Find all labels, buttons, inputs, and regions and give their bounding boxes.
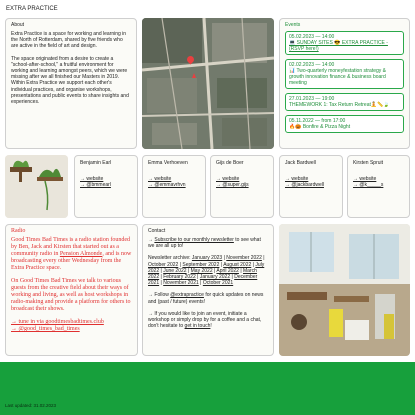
person-website-link[interactable]: → website	[148, 176, 172, 182]
person-name: Kirsten Spruit	[353, 160, 384, 166]
event-date: 05.11.2022 — from 17:00	[289, 118, 346, 124]
events-card	[279, 18, 410, 149]
newsletter-archive-link[interactable]: July 2022	[148, 261, 265, 274]
radio-site-link[interactable]: → tune in via goodtimesbadtimes.club	[11, 319, 104, 325]
footer	[0, 362, 415, 415]
event-title: THEMEWORK 1: Tax Return Retreat🧘📏🍃	[289, 102, 390, 108]
pension-almonde-link[interactable]: Pension Almonde	[59, 251, 103, 257]
shelf-photo	[5, 155, 68, 218]
newsletter-archive-link[interactable]: March 2022	[148, 267, 257, 281]
person-card-kirsten	[347, 155, 410, 218]
about-card	[5, 18, 137, 149]
radio-paragraph-2: On Good Times Bad Times we talk to various guests from the creative field about their ways of working and living, as well as host workshops in radio-making and provide a platform for others to broadcast their shows.	[11, 278, 131, 312]
radio-paragraph-1: Good Times Bad Times is a radio station founded by Ben, Jack and Kirsten that started out as a community radio in Pension Almonde, and is now broadcasting every other Wednesday from the Extra Practice space.	[11, 237, 132, 271]
newsletter-archive-link[interactable]: November 2021	[163, 280, 199, 287]
map-image	[142, 18, 274, 149]
newsletter-archive-link[interactable]: August 2022	[223, 261, 252, 268]
newsletter-archive-link[interactable]: February 2022	[163, 274, 196, 281]
event-title[interactable]: 💻 SUNDAY SITES 😎 EXTRA PRACTICE - (RSVP here!)	[289, 40, 388, 52]
subscribe-link[interactable]: Subscribe to our monthly newsletter	[154, 237, 234, 243]
newsletter-archive: Newsletter archive: January 2023 | November 2022 | October 2022 | September 2022 | August 2022 | July 2022 | June 2022 | May 2022 | April 2022 | March 2022 | February 2022 | January 2022 | December 2021 | November 2021 | October 2021	[148, 255, 265, 287]
event-item[interactable]	[285, 59, 404, 89]
event-title: 🔥🎃 Bonfire & Pizza Night	[289, 124, 351, 130]
radio-card	[5, 224, 138, 356]
newsletter-archive-link[interactable]: September 2022	[182, 261, 220, 268]
about-paragraph-1: Extra Practice is a space for working and learning in the North of Rotterdam, shared by five friends who are active in the field of art and design.	[11, 31, 127, 50]
about-label: About	[11, 22, 25, 28]
person-card-gijs	[210, 155, 274, 218]
newsletter-archive-link[interactable]: November 2022	[226, 255, 262, 262]
contact-label: Contact	[148, 228, 166, 234]
event-item[interactable]	[285, 93, 404, 111]
person-name: Benjamin Earl	[80, 160, 112, 166]
event-title: 📊 Two-quarterly moneyfestation strategy & growth innovation finance & business board meeting	[289, 68, 387, 86]
person-name: Gijs de Boer	[216, 160, 244, 166]
newsletter-archive-link[interactable]: October 2021	[202, 280, 234, 287]
person-name: Jack Bardwell	[285, 160, 316, 166]
instagram-link[interactable]: @extrapractice	[170, 292, 204, 299]
event-date: 05.02.2023 — 14:00	[289, 34, 335, 40]
location-map[interactable]	[142, 18, 274, 149]
newsletter-archive-link[interactable]: May 2022	[190, 267, 213, 274]
person-website-link[interactable]: → website	[216, 176, 240, 182]
studio-photo	[279, 224, 410, 356]
newsletter-archive-link[interactable]: April 2022	[216, 267, 239, 274]
person-instagram-link[interactable]: → @super.gijs	[216, 182, 249, 188]
follow-text: → Follow @extrapractice for quick updates on news and (past / future) events!	[148, 292, 264, 305]
newsletter-subscribe: → Subscribe to our monthly newsletter to see what we are all up to!	[148, 237, 261, 250]
newsletter-archive-link[interactable]: January 2022	[199, 274, 231, 281]
person-instagram-link[interactable]: → @emmavrhvn	[148, 182, 186, 188]
event-date: 02.02.2023 — 14:00	[289, 62, 335, 68]
events-label: Events	[285, 22, 301, 28]
site-title: EXTRA PRACTICE	[6, 6, 58, 12]
person-instagram-link[interactable]: → @k_____s	[353, 182, 384, 188]
radio-instagram-link[interactable]: → @good_times_bad_times	[11, 326, 80, 332]
radio-label: Radio	[11, 228, 26, 234]
person-instagram-link[interactable]: → @jackbardwell	[285, 182, 324, 188]
person-instagram-link[interactable]: → @bmmearl	[80, 182, 111, 188]
newsletter-archive-link[interactable]: January 2023	[191, 255, 223, 262]
event-date: 27.01.2023 — 19:00	[289, 96, 335, 102]
newsletter-archive-link[interactable]: October 2022	[148, 261, 179, 268]
last-updated: Last updated: 31.02.2023	[5, 403, 57, 408]
person-name: Emma Verhoeven	[148, 160, 188, 166]
event-item[interactable]	[285, 31, 404, 55]
join-text: → If you would like to join an event, initiate a workshop or simply drop by for a coffee and a chat, don't hesitate to get in touch!	[148, 310, 262, 330]
person-website-link[interactable]: → website	[285, 176, 309, 182]
newsletter-archive-link[interactable]: June 2022	[163, 267, 187, 274]
person-card-jack	[279, 155, 343, 218]
contact-card	[142, 224, 274, 356]
person-card-emma	[142, 155, 206, 218]
person-website-link[interactable]: → website	[80, 176, 104, 182]
get-in-touch-link[interactable]: get in touch	[184, 323, 211, 330]
event-item[interactable]	[285, 115, 404, 133]
person-website-link[interactable]: → website	[353, 176, 377, 182]
newsletter-archive-link[interactable]: December 2021	[148, 274, 258, 287]
person-card-benjamin	[74, 155, 138, 218]
about-paragraph-2: The space originated from a desire to create a "school-after-school," a fruitful environment for working and learning amongst peers, which we were missing after we all finished our Masters in 2019. Within Extra Practice we support each other's individual practices, and organise workshops, presentations and public events to share insights and experiences.	[11, 55, 129, 106]
